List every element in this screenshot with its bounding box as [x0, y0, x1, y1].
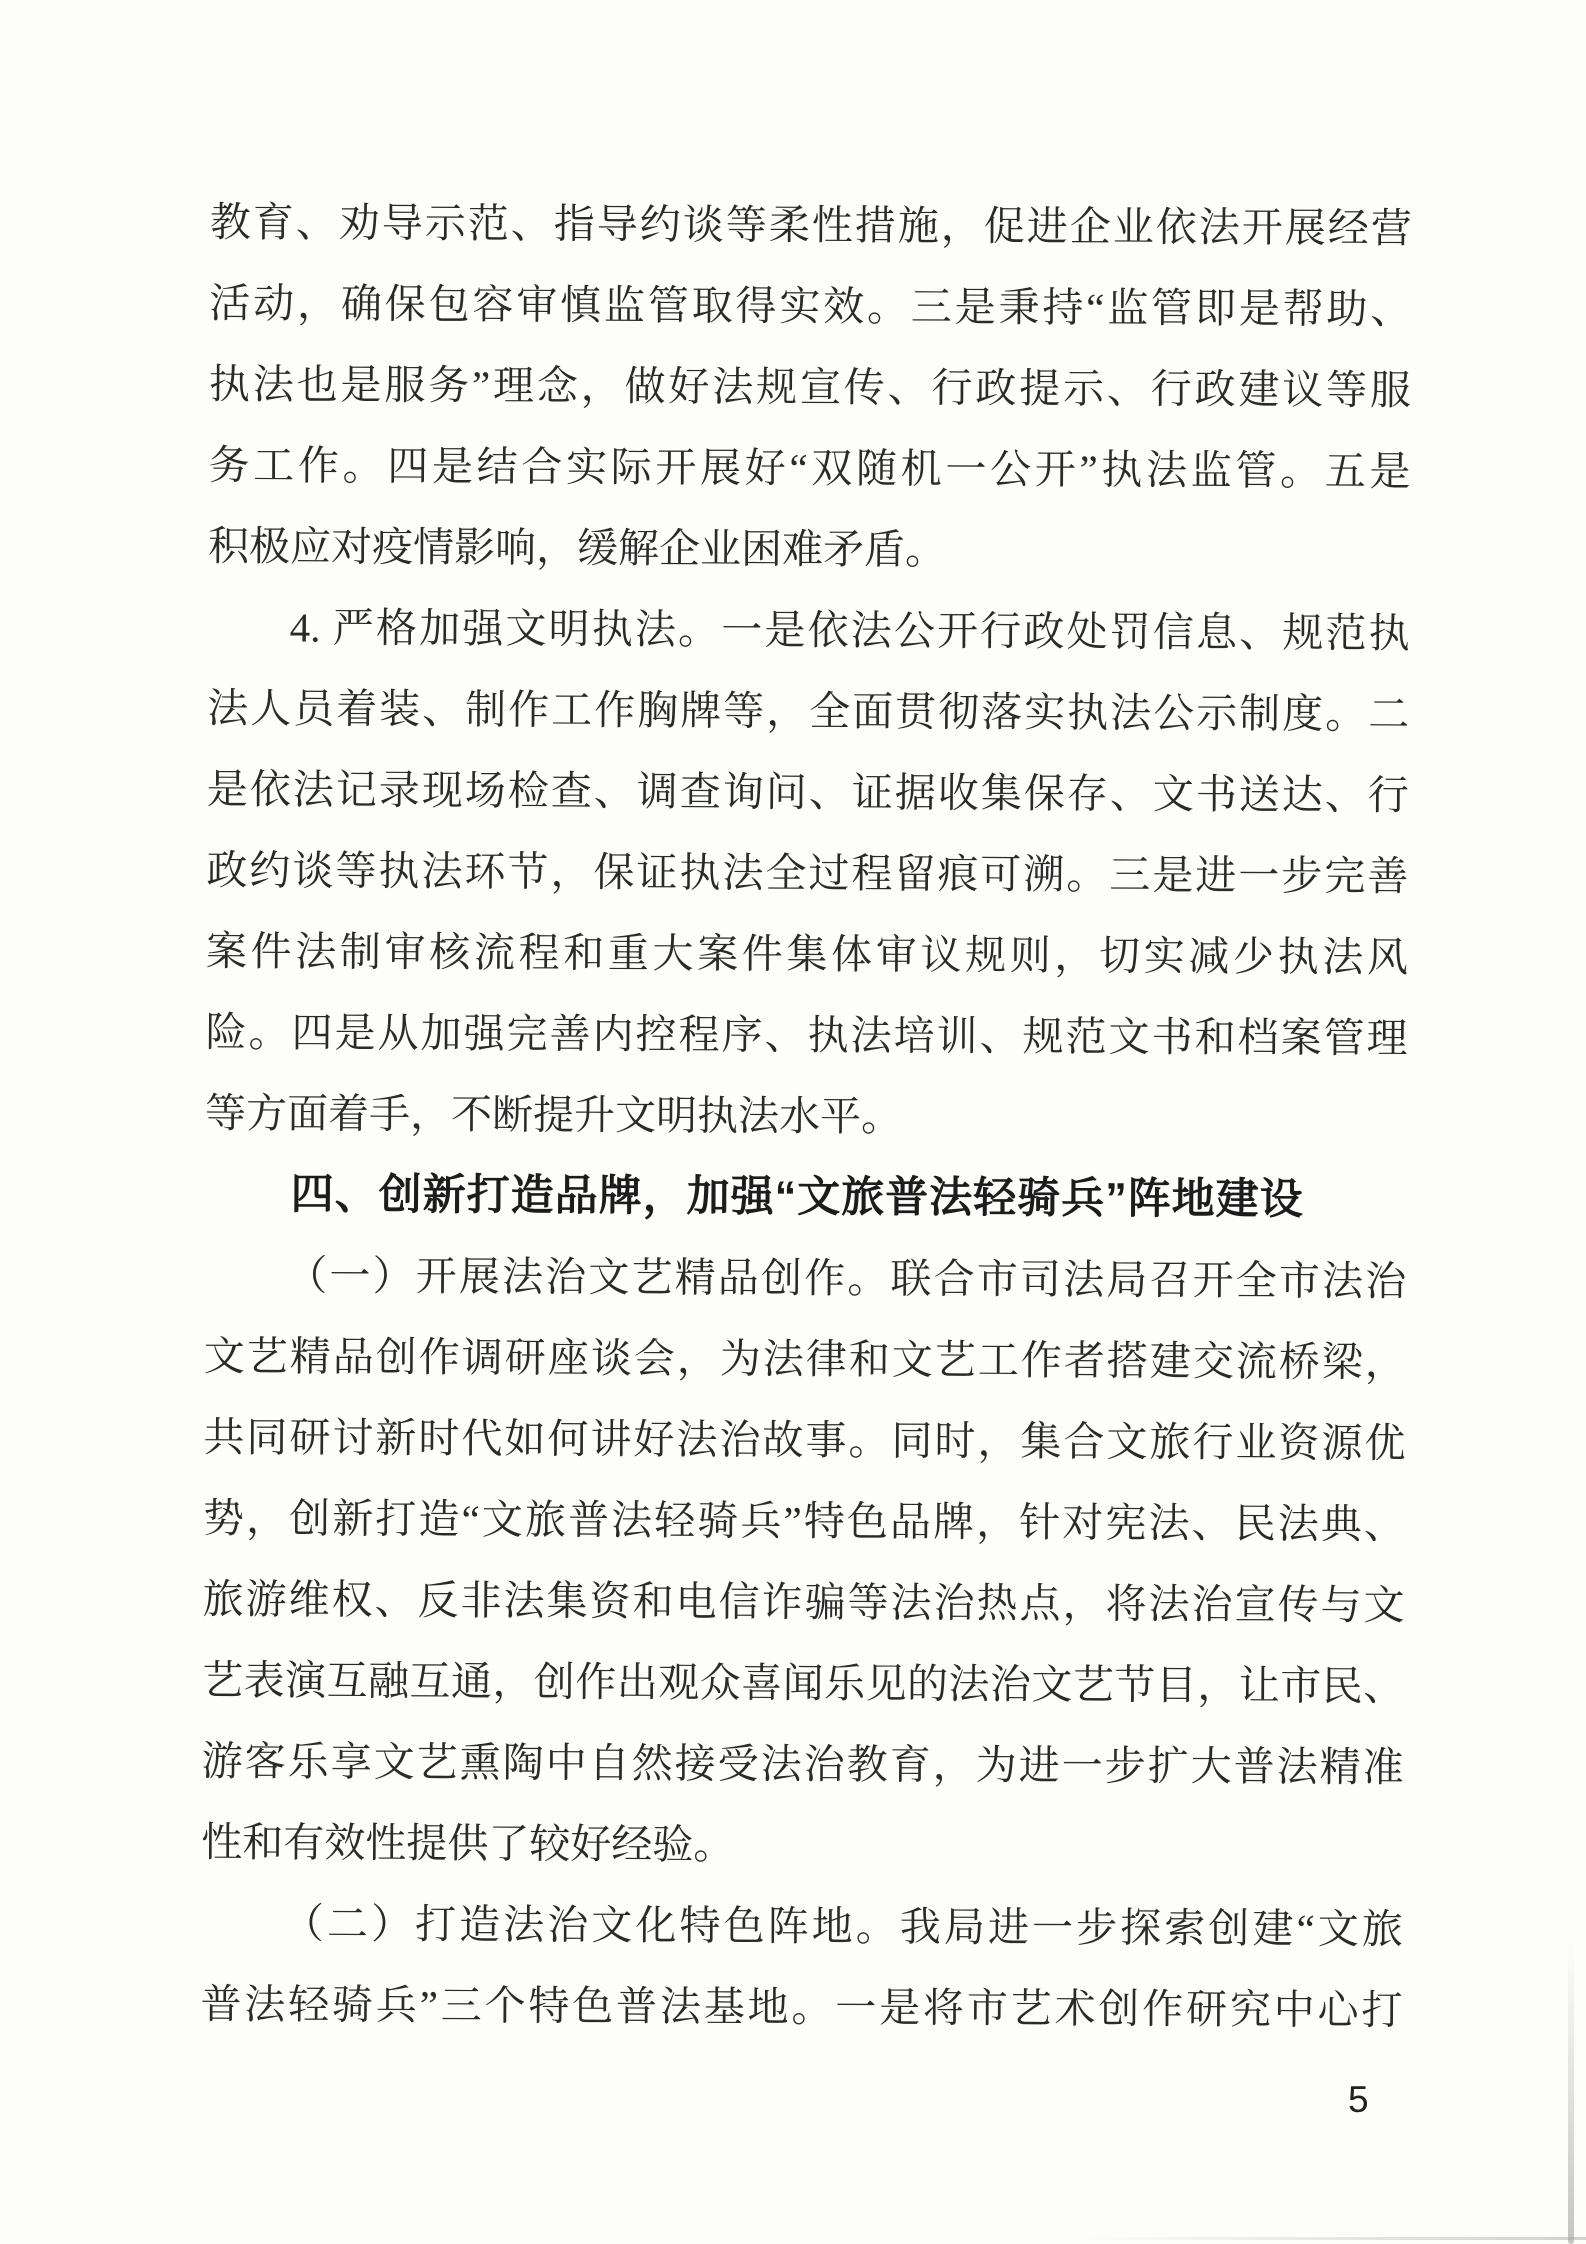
text-line: 普法轻骑兵”三个特色普法基地。一是将市艺术创作研究中心打: [200, 1980, 1403, 2034]
page-number: 5: [1348, 2079, 1369, 2120]
text-line: 等方面着手，不断提升文明执法水平。: [205, 1089, 903, 1140]
text-line: 性和有效性提供了较好经验。: [201, 1818, 735, 1868]
text-line: 艺表演互融互通，创作出观众喜闻乐见的法治文艺节目，让市民、: [202, 1656, 1405, 1710]
text-line: 险。四是从加强完善内控程序、执法培训、规范文书和档案管理: [205, 1008, 1408, 1062]
paragraph: [201, 1235, 1406, 1889]
text-line: 案件法制审核流程和重大案件集体审议规则，切实减少执法风: [205, 927, 1409, 981]
text-line: 4. 严格加强文明执法。一是依法公开行政处罚信息、规范执: [289, 604, 1410, 657]
paragraph: [208, 182, 1412, 593]
text-line: 势，创新打造“文旅普法轻骑兵”特色品牌，针对宪法、民法典、: [202, 1494, 1406, 1548]
text-line: 务工作。四是结合实际开展好“双随机一公开”执法监管。五是: [208, 441, 1411, 495]
text-line: （二）打造法治文化特色阵地。我局进一步探索创建“文旅: [282, 1900, 1403, 1953]
paragraph: [205, 587, 1410, 1160]
text-line: （一）开展法治文艺精品创作。联合市司法局召开全市法治: [286, 1252, 1407, 1305]
text-line: 教育、劝导示范、指导约谈等柔性措施，促进企业依法开展经营: [209, 198, 1412, 252]
text-line: 文艺精品创作调研座谈会，为法律和文艺工作者搭建交流桥梁，: [203, 1332, 1406, 1386]
text-line: 旅游维权、反非法集资和电信诈骗等法治热点，将法治宣传与文: [202, 1575, 1405, 1629]
text-line: 活动，确保包容审慎监管取得实效。三是秉持“监管即是帮助、: [209, 279, 1412, 333]
text-line: 是依法记录现场检查、调查询问、证据收集保存、文书送达、行: [206, 765, 1409, 819]
text-line: 游客乐享文艺熏陶中自然接受法治教育，为进一步扩大普法精准: [201, 1737, 1404, 1791]
document-body: [200, 182, 1412, 2051]
text-line: 政约谈等执法环节，保证执法全过程留痕可溯。三是进一步完善: [206, 846, 1409, 900]
scan-edge-shadow-right: [1568, 1940, 1574, 2244]
text-line: 法人员着装、制作工作胸牌等，全面贯彻落实执法公示制度。二: [207, 684, 1410, 738]
text-line: 执法也是服务”理念，做好法规宣传、行政提示、行政建议等服: [208, 360, 1412, 414]
text-line: 共同研讨新时代如何讲好法治故事。同时，集合文旅行业资源优: [203, 1413, 1406, 1467]
section-heading: [204, 1154, 1406, 1241]
paragraph: [200, 1883, 1403, 2051]
text-line: 四、创新打造品牌，加强“文旅普法轻骑兵”阵地建设: [290, 1170, 1304, 1224]
scan-edge-shadow-bottom: [1080, 2237, 1586, 2240]
text-line: 积极应对疫情影响，缓解企业困难矛盾。: [207, 522, 947, 573]
